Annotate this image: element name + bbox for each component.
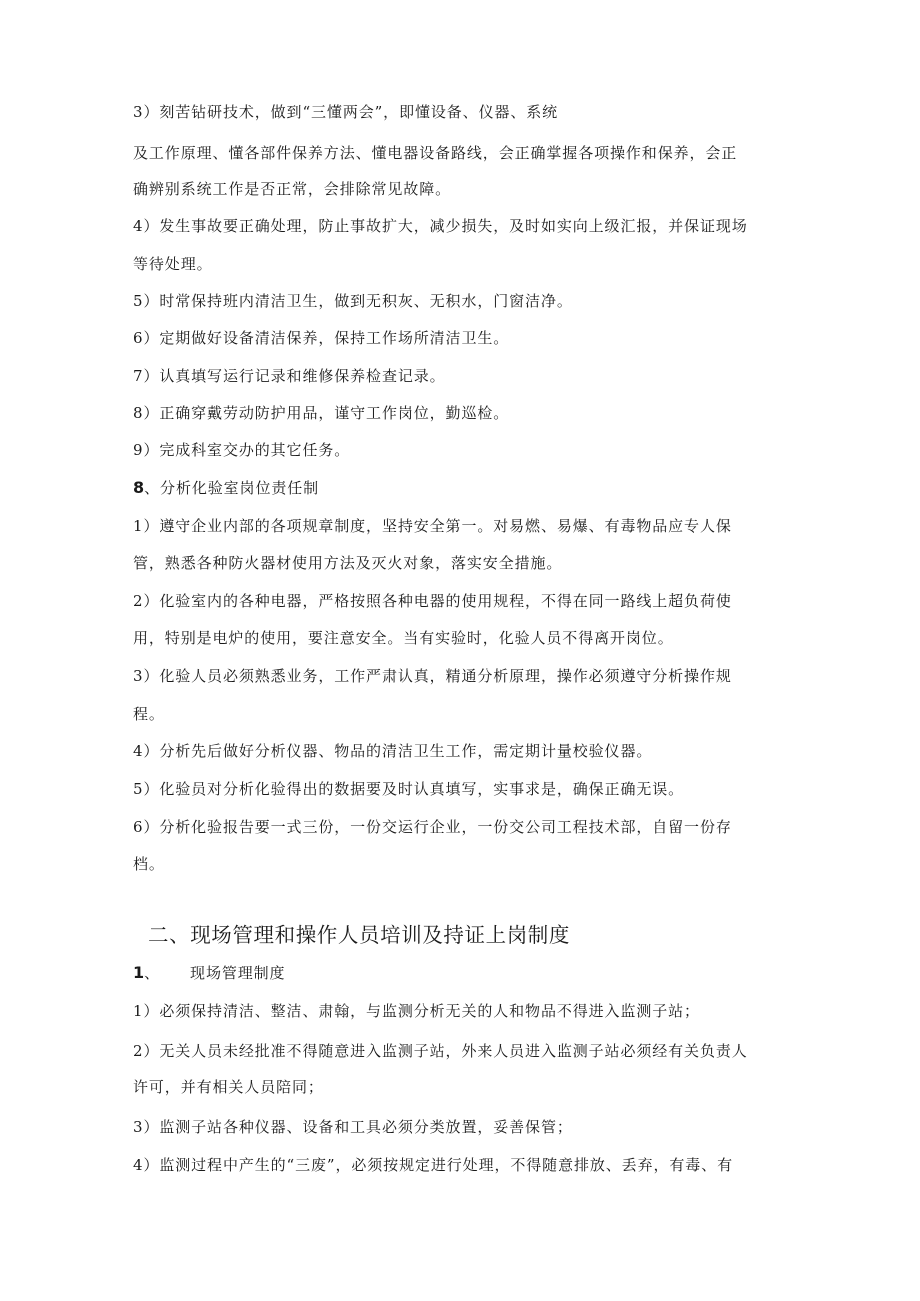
section-title: 、分析化验室岗位责任制 (144, 479, 320, 497)
paragraph-line: 用，特别是电炉的使用，要注意安全。当有实验时，化验人员不得离开岗位。 (133, 629, 674, 647)
paragraph-line: 及工作原理、懂各部件保养方法、懂电器设备路线，会正确掌握各项操作和保养，会正 (133, 144, 738, 162)
paragraph-line: 8）正确穿戴劳动防护用品，谨守工作岗位，勤巡检。 (133, 404, 510, 422)
paragraph-line: 6）定期做好设备清洁保养，保持工作场所清洁卫生。 (133, 329, 510, 347)
paragraph-line: 等待处理。 (133, 255, 213, 273)
paragraph-line: 5）时常保持班内清洁卫生，做到无积灰、无积水，门窗洁净。 (133, 292, 573, 310)
chapter-heading: 二、现场管理和操作人员培训及持证上岗制度 (148, 923, 570, 947)
section-separator: 、 (144, 964, 161, 982)
paragraph-line: 确辨别系统工作是否正常，会排除常见故障。 (133, 180, 452, 198)
paragraph-line: 1）遵守企业内部的各项规章制度，坚持安全第一。对易燃、易爆、有毒物品应专人保 (133, 517, 732, 535)
paragraph-line: 管，熟悉各种防火器材使用方法及灭火对象，落实安全措施。 (133, 554, 563, 572)
paragraph-line: 2）化验室内的各种电器，严格按照各种电器的使用规程，不得在同一路线上超负荷使 (133, 592, 732, 610)
paragraph-line: 程。 (133, 705, 165, 723)
paragraph-line: 6）分析化验报告要一式三份，一份交运行企业，一份交公司工程技术部，自留一份存 (133, 818, 732, 836)
paragraph-line: 4）发生事故要正确处理，防止事故扩大，减少损失，及时如实向上级汇报，并保证现场 (133, 217, 748, 235)
paragraph-line: 档。 (133, 855, 165, 873)
paragraph-line: 9）完成科室交办的其它任务。 (133, 441, 351, 459)
paragraph-line: 4）监测过程中产生的“三废”，必须按规定进行处理，不得随意排放、丢弃，有毒、有 (133, 1156, 733, 1174)
section-number: 8 (133, 478, 145, 497)
paragraph-line: 5）化验员对分析化验得出的数据要及时认真填写，实事求是，确保正确无误。 (133, 780, 685, 798)
paragraph-line: 7）认真填写运行记录和维修保养检查记录。 (133, 367, 446, 385)
section-heading-8 (133, 478, 319, 498)
paragraph-line: 3）刻苦钻研技术，做到“三懂两会”，即懂设备、仪器、系统 (133, 103, 559, 121)
paragraph-line: 许可，并有相关人员陪同； (133, 1078, 324, 1096)
paragraph-line: 3）监测子站各种仪器、设备和工具必须分类放置，妥善保管； (133, 1118, 573, 1136)
section-title: 现场管理制度 (190, 964, 286, 982)
paragraph-line: 2）无关人员未经批准不得随意进入监测子站，外来人员进入监测子站必须经有关负责人 (133, 1042, 748, 1060)
paragraph-line: 4）分析先后做好分析仪器、物品的清洁卫生工作，需定期计量校验仪器。 (133, 742, 653, 760)
section-heading-1 (133, 963, 285, 983)
paragraph-line: 1）必须保持清洁、整洁、肃翰，与监测分析无关的人和物品不得进入监测子站； (133, 1002, 700, 1020)
section-number: 1 (133, 963, 145, 982)
paragraph-line: 3）化验人员必须熟悉业务，工作严肃认真，精通分析原理，操作必须遵守分析操作规 (133, 667, 732, 685)
